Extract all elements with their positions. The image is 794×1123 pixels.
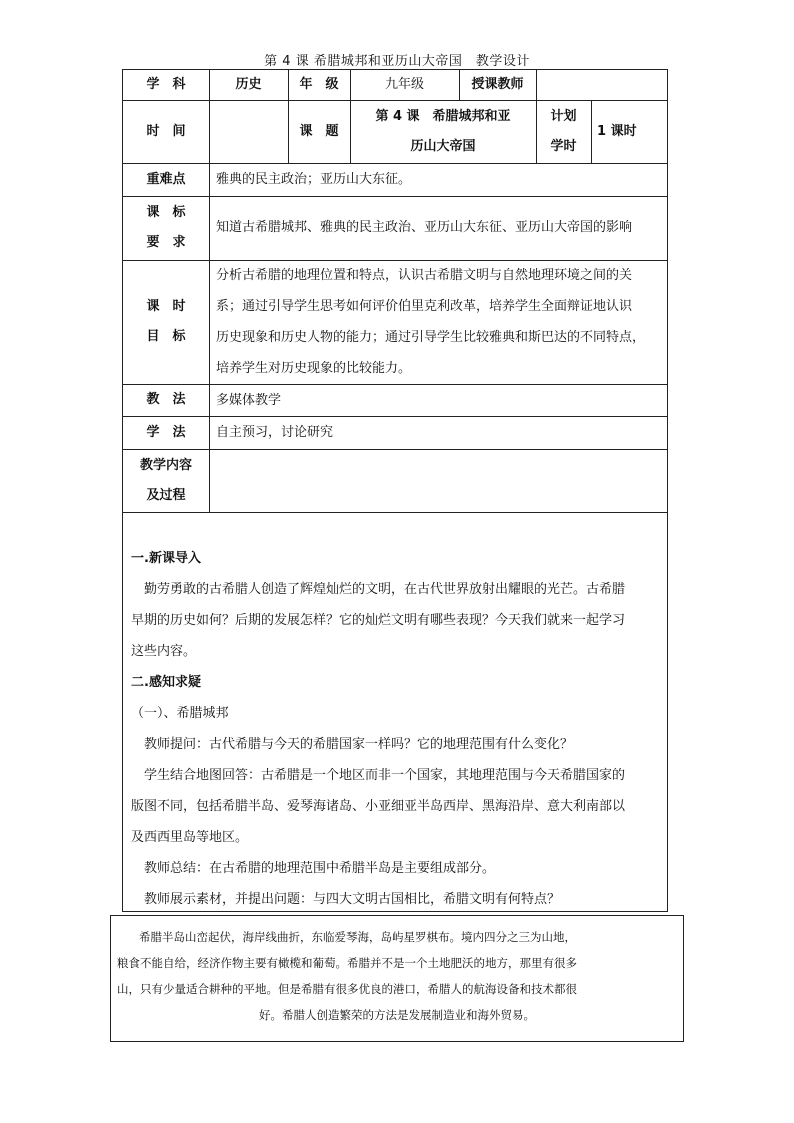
goal-line: 分析古希腊的地理位置和特点，认识古希腊文明与自然地理环境之间的关 xyxy=(216,268,633,283)
subject-label: 学 科 xyxy=(146,77,186,92)
teacher-value xyxy=(536,70,667,100)
answer-line: 版图不同，包括希腊半岛、爱琴海诸岛、小亚细亚半岛西岸、黑海沿岸、意大利南部以 xyxy=(131,799,626,814)
plan-label-line-1: 计划 xyxy=(550,108,577,124)
intro-line: 这些内容。 xyxy=(131,644,197,659)
content-label-line-2: 及过程 xyxy=(146,487,186,503)
goal-label-line-1: 课 时 xyxy=(146,299,186,314)
standard-value: 知道古希腊城邦、雅典的民主政治、亚历山大东征、亚历山大帝国的影响 xyxy=(216,220,633,235)
standard-label-line-2: 要 求 xyxy=(146,235,186,250)
subject-value: 历史 xyxy=(235,77,262,92)
plan-label xyxy=(536,100,591,163)
intro-paragraph xyxy=(131,574,661,667)
quote-line: 好。希腊人创造繁荣的方法是发展制造业和海外贸易。 xyxy=(259,1008,535,1022)
answer-line: 学生结合地图回答：古希腊是一个地区而非一个国家，其地理范围与今天希腊国家的 xyxy=(144,768,626,783)
key-points-label: 重难点 xyxy=(146,171,186,187)
page-title: 第 4 课 希腊城邦和亚历山大帝国 教学设计 xyxy=(264,54,530,69)
study-label: 学 法 xyxy=(146,424,186,440)
row-divider xyxy=(123,512,667,513)
section-heading: 二.感知求疑 xyxy=(131,675,201,690)
standard-label xyxy=(123,196,209,260)
answer-line: 及西西里岛等地区。 xyxy=(131,830,249,845)
content-label xyxy=(123,449,209,512)
study-value: 自主预习，讨论研究 xyxy=(216,425,334,440)
content-label-line-1: 教学内容 xyxy=(139,457,192,473)
quote-line: 山，只有少量适合耕种的平地。但是希腊有很多优良的港口，希腊人的航海设备和技术都很 xyxy=(117,982,577,996)
grade-label: 年 级 xyxy=(299,77,339,92)
teacher-prompt: 教师展示素材，并提出问题：与四大文明古国相比，希腊文明有何特点？ xyxy=(144,892,561,907)
quote-line: 粮食不能自给，经济作物主要有橄榄和葡萄。希腊并不是一个土地肥沃的地方，那里有很多 xyxy=(117,956,577,970)
section-heading: 一.新课导入 xyxy=(131,551,201,566)
topic-label: 课 题 xyxy=(299,123,339,139)
method-label: 教 法 xyxy=(146,392,186,407)
plan-label-line-2: 学时 xyxy=(550,138,577,154)
topic-line-2: 历山大帝国 xyxy=(410,138,476,154)
plan-value: 1 课时 xyxy=(597,123,637,139)
intro-line: 勤劳勇敢的古希腊人创造了辉煌灿烂的文明，在古代世界放射出耀眼的光芒。古希腊 xyxy=(144,582,626,597)
teacher-label: 授课教师 xyxy=(471,77,524,92)
goal-label xyxy=(123,260,209,384)
standard-label-line-1: 课 标 xyxy=(146,205,186,220)
time-label: 时 间 xyxy=(146,123,186,139)
lesson-body xyxy=(131,543,661,915)
time-value xyxy=(209,100,288,163)
intro-line: 早期的历史如何？后期的发展怎样？它的灿烂文明有哪些表现？今天我们就来一起学习 xyxy=(131,613,626,628)
key-points-value: 雅典的民主政治；亚历山大东征。 xyxy=(216,172,412,187)
teacher-question: 教师提问：古代希腊与今天的希腊国家一样吗？它的地理范围有什么变化？ xyxy=(144,737,574,752)
goal-line: 系；通过引导学生思考如何评价伯里克利改革，培养学生全面辩证地认识 xyxy=(216,299,633,314)
material-quote-box xyxy=(110,915,684,1042)
quote-line: 希腊半岛山峦起伏，海岸线曲折，东临爱琴海，岛屿星罗棋布。境内四分之三为山地， xyxy=(139,930,576,944)
goal-line: 培养学生对历史现象的比较能力。 xyxy=(216,361,412,376)
goal-line: 历史现象和历史人物的能力；通过引导学生比较雅典和斯巴达的不同特点， xyxy=(216,330,646,345)
grade-value: 九年级 xyxy=(384,77,424,92)
method-value: 多媒体教学 xyxy=(216,393,282,408)
goal-value xyxy=(216,260,668,384)
topic-line-1: 第 4 课 希腊城邦和亚 xyxy=(375,108,511,124)
topic-value xyxy=(350,100,536,163)
goal-label-line-2: 目 标 xyxy=(146,329,186,344)
subsection-heading: （一）、希腊城邦 xyxy=(131,706,229,721)
teacher-summary: 教师总结：在古希腊的地理范围中希腊半岛是主要组成部分。 xyxy=(144,861,496,876)
student-answer xyxy=(131,760,661,853)
